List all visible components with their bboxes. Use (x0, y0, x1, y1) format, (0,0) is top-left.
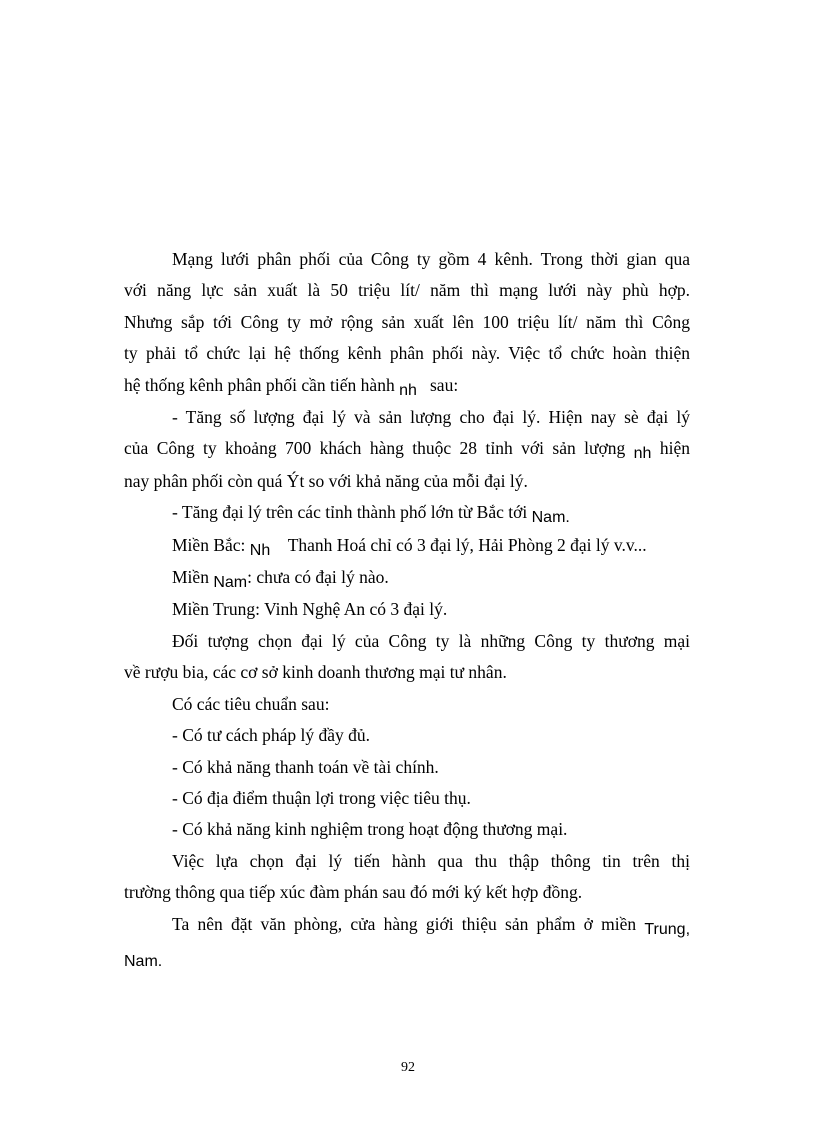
text-line: Đối tượng chọn đại lý của Công ty là những Công ty thương mại (172, 630, 690, 651)
text-line (124, 909, 690, 941)
text-fragment: Miền Bắc: (172, 534, 246, 555)
paragraph-north-region (124, 530, 690, 562)
page-body (124, 244, 690, 973)
text-fragment: hiện (659, 438, 691, 459)
text-fragment: sau: (430, 374, 459, 395)
inline-fragment: Trung, (644, 920, 691, 938)
inline-fragment: Nam. (531, 509, 570, 527)
text-line: về rượu bia, các cơ sở kinh doanh thương mại tư nhân. (124, 662, 507, 683)
text-fragment: hệ thống kênh phân phối cần tiến hành (124, 374, 395, 395)
text-line: với năng lực sản xuất là 50 triệu lít/ năm thì mạng lưới này phù hợp. (124, 280, 690, 301)
criteria-list (124, 720, 690, 846)
list-item: - Có địa điểm thuận lợi trong việc tiêu thụ. (172, 787, 471, 808)
list-item: - Có khả năng kinh nghiệm trong hoạt động thương mại. (172, 819, 568, 840)
inline-fragment: nh (633, 445, 652, 463)
text-line: nay phân phối còn quá Ýt so với khả năng của mỗi đại lý. (124, 470, 528, 491)
inline-fragment: nh (399, 381, 417, 399)
paragraph-agent-targets (124, 626, 690, 689)
paragraph-distribution-network (124, 244, 690, 402)
paragraph-central-region: Miền Trung: Vinh Nghệ An có 3 đại lý. (172, 599, 448, 620)
page-number: 92 (401, 1060, 415, 1075)
paragraph-north-south (124, 497, 690, 529)
text-line: Mạng lưới phân phối của Công ty gồm 4 kênh. Trong thời gian qua (172, 249, 690, 269)
text-line (124, 941, 690, 973)
inline-fragment: Nam. (124, 952, 163, 970)
text-line: trường thông qua tiếp xúc đàm phán sau đó mới ký kết hợp đồng. (124, 882, 583, 903)
text-fragment: của Công ty khoảng 700 khách hàng thuộc 28 tỉnh với sản lượng (124, 438, 626, 459)
text-line: - Tăng số lượng đại lý và sản lượng cho đại lý. Hiện nay sè đại lý (172, 407, 690, 428)
text-fragment: Ta nên đặt văn phòng, cửa hàng giới thiệu sản phẩm ở miền (172, 913, 637, 934)
list-item: - Có tư cách pháp lý đầy đủ. (172, 725, 371, 746)
text-line: ty phải tổ chức lại hệ thống kênh phân phối này. Việc tổ chức hoàn thiện (124, 343, 690, 364)
text-line (124, 433, 690, 465)
text-fragment: - Tăng đại lý trên các tỉnh thành phố lớn từ Bắc tới (172, 502, 528, 523)
inline-fragment: Nh (249, 541, 271, 559)
text-fragment: : chưa có đại lý nào. (247, 567, 389, 588)
paragraph-showroom (124, 909, 690, 974)
text-fragment: Miền (172, 567, 209, 588)
list-item: - Có khả năng thanh toán về tài chính. (172, 756, 439, 777)
text-line: Nhưng sắp tới Công ty mở rộng sản xuất lên 100 triệu lít/ năm thì Công (124, 311, 690, 332)
paragraph-criteria-heading: Có các tiêu chuẩn sau: (172, 693, 330, 714)
text-line: Việc lựa chọn đại lý tiến hành qua thu thập thông tin trên thị (172, 850, 690, 871)
text-fragment: Thanh Hoá chỉ có 3 đại lý, Hải Phòng 2 đại lý v.v... (287, 534, 647, 555)
paragraph-agent-selection (124, 846, 690, 909)
inline-fragment: Nam (213, 574, 248, 592)
paragraph-increase-agents (124, 402, 690, 497)
paragraph-south-region (124, 562, 690, 594)
text-line (124, 370, 690, 402)
